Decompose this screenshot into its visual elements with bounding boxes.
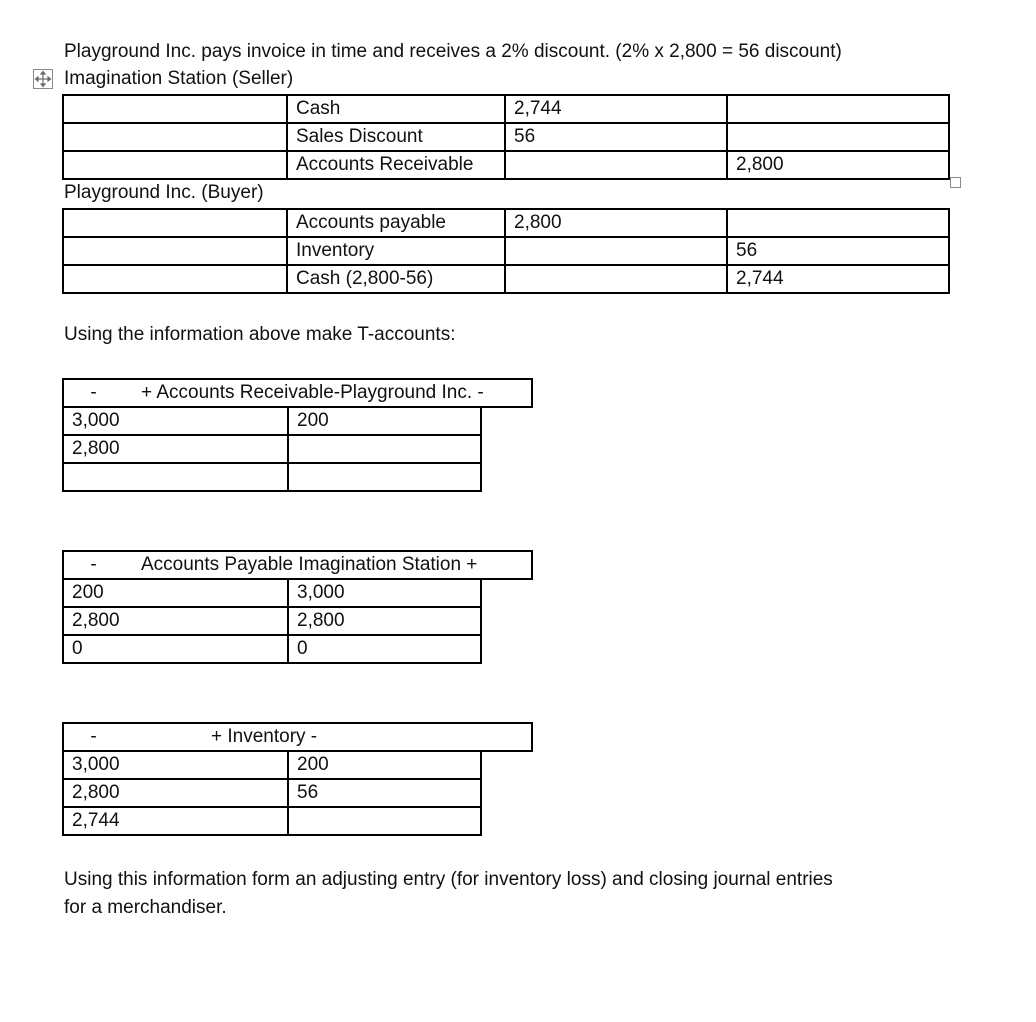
final-prompt-line1: Using this information form an adjusting entry (for inventory loss) and closing journal entries bbox=[64, 869, 833, 890]
sign-cell: - bbox=[63, 379, 123, 407]
t-account-payable bbox=[62, 550, 533, 580]
credit-cell bbox=[727, 209, 949, 237]
buyer-heading: Playground Inc. (Buyer) bbox=[64, 182, 264, 203]
table-cell bbox=[63, 151, 287, 179]
t-account-header bbox=[63, 379, 532, 407]
t-account-header bbox=[63, 551, 532, 579]
credit-cell: 2,800 bbox=[288, 607, 481, 635]
credit-cell: 2,800 bbox=[727, 151, 949, 179]
t-account-payable-body bbox=[62, 578, 482, 664]
t-account-receivable-body bbox=[62, 406, 482, 492]
table-row bbox=[63, 209, 949, 237]
table-row bbox=[63, 779, 481, 807]
account-cell: Inventory bbox=[287, 237, 505, 265]
t-account-title: Accounts Payable Imagination Station + bbox=[123, 551, 532, 579]
debit-cell bbox=[505, 151, 727, 179]
credit-cell: 2,744 bbox=[727, 265, 949, 293]
credit-cell bbox=[288, 463, 481, 491]
t-account-header bbox=[63, 723, 532, 751]
table-row bbox=[63, 407, 481, 435]
debit-cell: 2,800 bbox=[63, 607, 288, 635]
account-cell: Sales Discount bbox=[287, 123, 505, 151]
account-cell: Accounts payable bbox=[287, 209, 505, 237]
debit-cell: 0 bbox=[63, 635, 288, 663]
table-row bbox=[63, 151, 949, 179]
credit-cell: 56 bbox=[288, 779, 481, 807]
table-row bbox=[63, 807, 481, 835]
debit-cell: 56 bbox=[505, 123, 727, 151]
t-account-title: + Inventory - bbox=[123, 723, 532, 751]
credit-cell bbox=[727, 123, 949, 151]
table-row bbox=[63, 95, 949, 123]
account-cell: Accounts Receivable bbox=[287, 151, 505, 179]
table-resize-handle[interactable] bbox=[950, 177, 961, 188]
credit-cell bbox=[288, 807, 481, 835]
credit-cell: 56 bbox=[727, 237, 949, 265]
table-row bbox=[63, 635, 481, 663]
account-cell: Cash bbox=[287, 95, 505, 123]
table-move-handle[interactable] bbox=[33, 69, 53, 89]
debit-cell: 2,800 bbox=[63, 779, 288, 807]
debit-cell: 2,744 bbox=[63, 807, 288, 835]
table-cell bbox=[63, 209, 287, 237]
sign-cell: - bbox=[63, 551, 123, 579]
table-row bbox=[63, 463, 481, 491]
table-row bbox=[63, 265, 949, 293]
table-row bbox=[63, 435, 481, 463]
t-account-receivable bbox=[62, 378, 533, 408]
debit-cell: 2,800 bbox=[63, 435, 288, 463]
table-row bbox=[63, 579, 481, 607]
debit-cell bbox=[505, 237, 727, 265]
debit-cell: 200 bbox=[63, 579, 288, 607]
debit-cell bbox=[63, 463, 288, 491]
table-cell bbox=[63, 123, 287, 151]
t-account-inventory-body bbox=[62, 750, 482, 836]
credit-cell bbox=[288, 435, 481, 463]
t-account-inventory bbox=[62, 722, 533, 752]
table-row bbox=[63, 607, 481, 635]
credit-cell: 200 bbox=[288, 407, 481, 435]
t-accounts-prompt: Using the information above make T-accounts: bbox=[64, 324, 456, 345]
debit-cell: 3,000 bbox=[63, 751, 288, 779]
seller-journal-table bbox=[62, 94, 950, 180]
table-row bbox=[63, 123, 949, 151]
table-cell bbox=[63, 95, 287, 123]
debit-cell bbox=[505, 265, 727, 293]
intro-text: Playground Inc. pays invoice in time and receives a 2% discount. (2% x 2,800 = 56 discount) bbox=[64, 41, 842, 62]
table-cell bbox=[63, 265, 287, 293]
account-cell: Cash (2,800-56) bbox=[287, 265, 505, 293]
debit-cell: 3,000 bbox=[63, 407, 288, 435]
credit-cell: 3,000 bbox=[288, 579, 481, 607]
credit-cell: 0 bbox=[288, 635, 481, 663]
t-account-title: + Accounts Receivable-Playground Inc. - bbox=[123, 379, 532, 407]
table-row bbox=[63, 751, 481, 779]
table-cell bbox=[63, 237, 287, 265]
final-prompt-line2: for a merchandiser. bbox=[64, 897, 227, 918]
credit-cell: 200 bbox=[288, 751, 481, 779]
credit-cell bbox=[727, 95, 949, 123]
buyer-journal-table bbox=[62, 208, 950, 294]
table-row bbox=[63, 237, 949, 265]
sign-cell: - bbox=[63, 723, 123, 751]
seller-heading: Imagination Station (Seller) bbox=[64, 68, 294, 89]
move-arrows-icon bbox=[34, 70, 52, 88]
debit-cell: 2,800 bbox=[505, 209, 727, 237]
debit-cell: 2,744 bbox=[505, 95, 727, 123]
